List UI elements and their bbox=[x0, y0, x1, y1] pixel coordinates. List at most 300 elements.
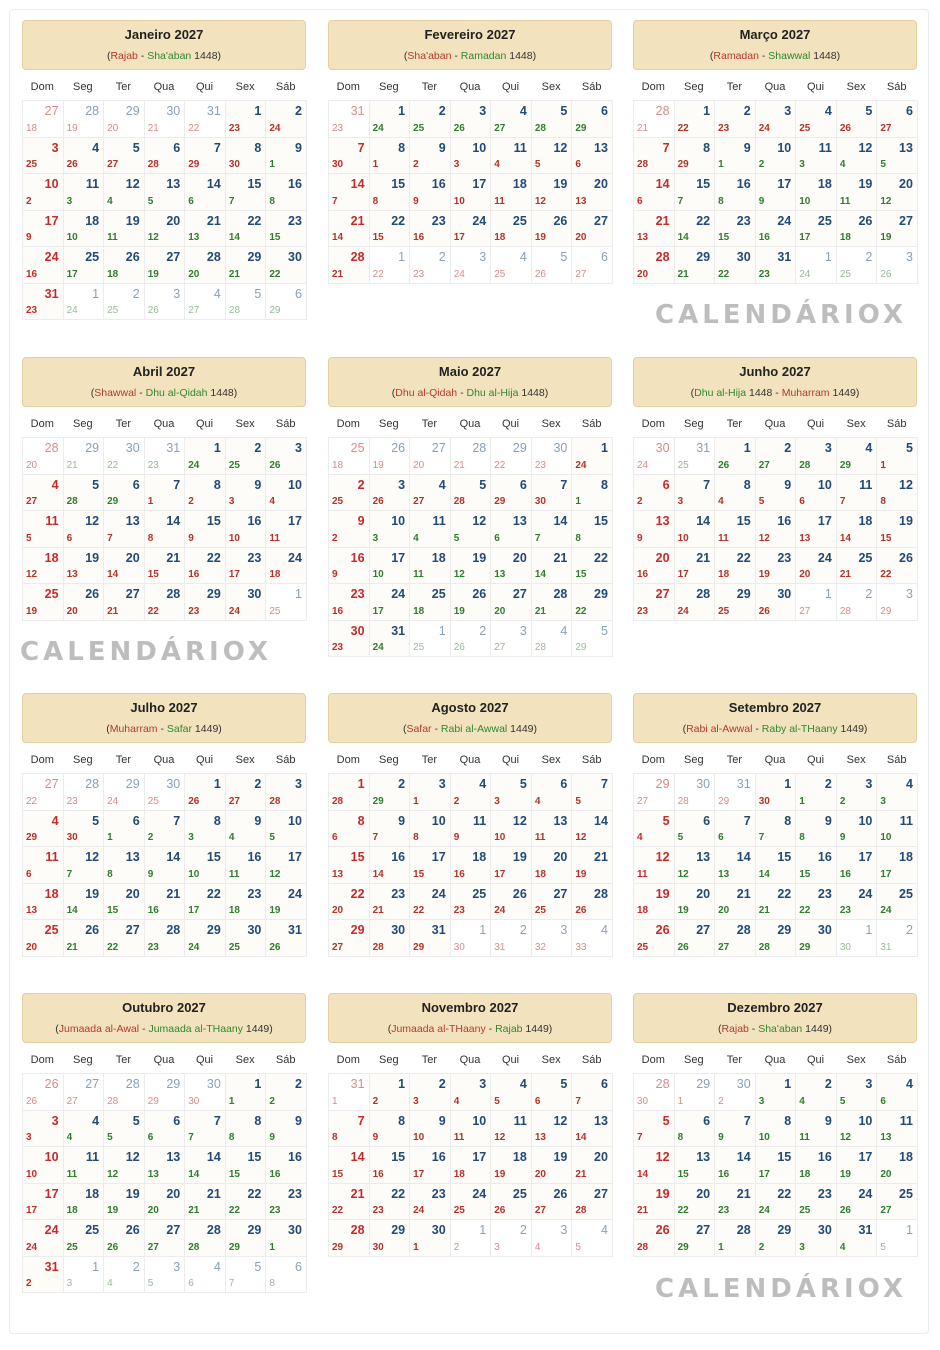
day-cell[interactable] bbox=[328, 883, 370, 921]
day-cell[interactable] bbox=[795, 773, 837, 811]
day-cell[interactable] bbox=[63, 919, 105, 957]
day-cell[interactable] bbox=[103, 437, 145, 475]
day-cell[interactable] bbox=[450, 547, 492, 585]
day-cell[interactable] bbox=[876, 1073, 918, 1111]
day-cell[interactable] bbox=[265, 173, 307, 211]
day-cell[interactable] bbox=[490, 246, 532, 284]
day-cell[interactable] bbox=[714, 810, 756, 848]
day-cell[interactable] bbox=[714, 1110, 756, 1148]
day-cell[interactable] bbox=[265, 1146, 307, 1184]
day-cell[interactable] bbox=[103, 1146, 145, 1184]
day-cell[interactable] bbox=[225, 1256, 267, 1294]
day-cell[interactable] bbox=[571, 1073, 613, 1111]
day-cell[interactable] bbox=[876, 1110, 918, 1148]
day-cell[interactable] bbox=[409, 100, 451, 138]
day-cell[interactable] bbox=[490, 1183, 532, 1221]
day-cell[interactable] bbox=[836, 883, 878, 921]
day-cell[interactable] bbox=[531, 1110, 573, 1148]
day-cell[interactable] bbox=[184, 773, 226, 811]
day-cell[interactable] bbox=[755, 547, 797, 585]
day-cell[interactable] bbox=[571, 810, 613, 848]
day-cell[interactable] bbox=[571, 137, 613, 175]
day-cell[interactable] bbox=[328, 246, 370, 284]
day-cell[interactable] bbox=[876, 173, 918, 211]
day-cell[interactable] bbox=[490, 583, 532, 621]
day-cell[interactable] bbox=[531, 1073, 573, 1111]
day-cell[interactable] bbox=[795, 1146, 837, 1184]
day-cell[interactable] bbox=[876, 437, 918, 475]
day-cell[interactable] bbox=[795, 173, 837, 211]
day-cell[interactable] bbox=[714, 437, 756, 475]
day-cell[interactable] bbox=[531, 100, 573, 138]
day-cell[interactable] bbox=[571, 1146, 613, 1184]
day-cell[interactable] bbox=[755, 137, 797, 175]
day-cell[interactable] bbox=[328, 437, 370, 475]
day-cell[interactable] bbox=[674, 100, 716, 138]
day-cell[interactable] bbox=[225, 210, 267, 248]
day-cell[interactable] bbox=[836, 1073, 878, 1111]
day-cell[interactable] bbox=[144, 246, 186, 284]
day-cell[interactable] bbox=[674, 547, 716, 585]
day-cell[interactable] bbox=[674, 510, 716, 548]
day-cell[interactable] bbox=[328, 919, 370, 957]
day-cell[interactable] bbox=[265, 246, 307, 284]
day-cell[interactable] bbox=[103, 810, 145, 848]
day-cell[interactable] bbox=[531, 210, 573, 248]
day-cell[interactable] bbox=[22, 1183, 64, 1221]
day-cell[interactable] bbox=[103, 919, 145, 957]
day-cell[interactable] bbox=[714, 173, 756, 211]
day-cell[interactable] bbox=[369, 246, 411, 284]
day-cell[interactable] bbox=[795, 810, 837, 848]
day-cell[interactable] bbox=[103, 173, 145, 211]
day-cell[interactable] bbox=[144, 810, 186, 848]
day-cell[interactable] bbox=[531, 510, 573, 548]
day-cell[interactable] bbox=[876, 1146, 918, 1184]
day-cell[interactable] bbox=[184, 210, 226, 248]
day-cell[interactable] bbox=[450, 919, 492, 957]
day-cell[interactable] bbox=[22, 773, 64, 811]
day-cell[interactable] bbox=[490, 620, 532, 658]
day-cell[interactable] bbox=[714, 1073, 756, 1111]
day-cell[interactable] bbox=[63, 547, 105, 585]
day-cell[interactable] bbox=[144, 919, 186, 957]
day-cell[interactable] bbox=[876, 137, 918, 175]
day-cell[interactable] bbox=[836, 773, 878, 811]
day-cell[interactable] bbox=[674, 474, 716, 512]
day-cell[interactable] bbox=[490, 474, 532, 512]
day-cell[interactable] bbox=[265, 1183, 307, 1221]
day-cell[interactable] bbox=[22, 919, 64, 957]
day-cell[interactable] bbox=[714, 919, 756, 957]
day-cell[interactable] bbox=[795, 1073, 837, 1111]
day-cell[interactable] bbox=[225, 919, 267, 957]
day-cell[interactable] bbox=[22, 137, 64, 175]
day-cell[interactable] bbox=[63, 846, 105, 884]
day-cell[interactable] bbox=[328, 1110, 370, 1148]
day-cell[interactable] bbox=[531, 1219, 573, 1257]
day-cell[interactable] bbox=[633, 437, 675, 475]
day-cell[interactable] bbox=[450, 510, 492, 548]
day-cell[interactable] bbox=[571, 1110, 613, 1148]
day-cell[interactable] bbox=[755, 846, 797, 884]
day-cell[interactable] bbox=[265, 283, 307, 321]
day-cell[interactable] bbox=[369, 1110, 411, 1148]
day-cell[interactable] bbox=[714, 210, 756, 248]
day-cell[interactable] bbox=[225, 1146, 267, 1184]
day-cell[interactable] bbox=[571, 583, 613, 621]
day-cell[interactable] bbox=[450, 883, 492, 921]
day-cell[interactable] bbox=[369, 846, 411, 884]
day-cell[interactable] bbox=[225, 810, 267, 848]
day-cell[interactable] bbox=[63, 810, 105, 848]
day-cell[interactable] bbox=[225, 1110, 267, 1148]
day-cell[interactable] bbox=[674, 810, 716, 848]
day-cell[interactable] bbox=[674, 173, 716, 211]
day-cell[interactable] bbox=[755, 1110, 797, 1148]
day-cell[interactable] bbox=[144, 846, 186, 884]
day-cell[interactable] bbox=[369, 773, 411, 811]
day-cell[interactable] bbox=[531, 547, 573, 585]
day-cell[interactable] bbox=[714, 100, 756, 138]
day-cell[interactable] bbox=[714, 773, 756, 811]
day-cell[interactable] bbox=[63, 474, 105, 512]
day-cell[interactable] bbox=[184, 1183, 226, 1221]
day-cell[interactable] bbox=[876, 773, 918, 811]
day-cell[interactable] bbox=[490, 100, 532, 138]
day-cell[interactable] bbox=[103, 210, 145, 248]
day-cell[interactable] bbox=[795, 1219, 837, 1257]
day-cell[interactable] bbox=[409, 1073, 451, 1111]
day-cell[interactable] bbox=[225, 583, 267, 621]
day-cell[interactable] bbox=[490, 773, 532, 811]
day-cell[interactable] bbox=[265, 583, 307, 621]
day-cell[interactable] bbox=[674, 1183, 716, 1221]
day-cell[interactable] bbox=[265, 547, 307, 585]
day-cell[interactable] bbox=[450, 1110, 492, 1148]
day-cell[interactable] bbox=[103, 246, 145, 284]
day-cell[interactable] bbox=[490, 1073, 532, 1111]
day-cell[interactable] bbox=[714, 137, 756, 175]
day-cell[interactable] bbox=[225, 883, 267, 921]
day-cell[interactable] bbox=[490, 510, 532, 548]
day-cell[interactable] bbox=[409, 846, 451, 884]
day-cell[interactable] bbox=[450, 1219, 492, 1257]
day-cell[interactable] bbox=[409, 620, 451, 658]
day-cell[interactable] bbox=[144, 547, 186, 585]
day-cell[interactable] bbox=[22, 810, 64, 848]
day-cell[interactable] bbox=[103, 1256, 145, 1294]
day-cell[interactable] bbox=[674, 846, 716, 884]
day-cell[interactable] bbox=[328, 846, 370, 884]
day-cell[interactable] bbox=[531, 583, 573, 621]
day-cell[interactable] bbox=[836, 173, 878, 211]
day-cell[interactable] bbox=[225, 1183, 267, 1221]
day-cell[interactable] bbox=[795, 883, 837, 921]
day-cell[interactable] bbox=[22, 246, 64, 284]
day-cell[interactable] bbox=[490, 846, 532, 884]
day-cell[interactable] bbox=[328, 100, 370, 138]
day-cell[interactable] bbox=[633, 1146, 675, 1184]
day-cell[interactable] bbox=[369, 883, 411, 921]
day-cell[interactable] bbox=[22, 1219, 64, 1257]
day-cell[interactable] bbox=[63, 1219, 105, 1257]
day-cell[interactable] bbox=[795, 137, 837, 175]
day-cell[interactable] bbox=[265, 810, 307, 848]
day-cell[interactable] bbox=[369, 1183, 411, 1221]
day-cell[interactable] bbox=[571, 773, 613, 811]
day-cell[interactable] bbox=[836, 846, 878, 884]
day-cell[interactable] bbox=[225, 510, 267, 548]
day-cell[interactable] bbox=[571, 919, 613, 957]
day-cell[interactable] bbox=[328, 1183, 370, 1221]
day-cell[interactable] bbox=[876, 210, 918, 248]
day-cell[interactable] bbox=[409, 1110, 451, 1148]
day-cell[interactable] bbox=[265, 773, 307, 811]
day-cell[interactable] bbox=[755, 210, 797, 248]
day-cell[interactable] bbox=[225, 100, 267, 138]
day-cell[interactable] bbox=[409, 583, 451, 621]
day-cell[interactable] bbox=[103, 474, 145, 512]
day-cell[interactable] bbox=[184, 474, 226, 512]
day-cell[interactable] bbox=[714, 1219, 756, 1257]
day-cell[interactable] bbox=[63, 1256, 105, 1294]
day-cell[interactable] bbox=[369, 919, 411, 957]
day-cell[interactable] bbox=[63, 883, 105, 921]
day-cell[interactable] bbox=[450, 620, 492, 658]
day-cell[interactable] bbox=[795, 919, 837, 957]
day-cell[interactable] bbox=[63, 773, 105, 811]
day-cell[interactable] bbox=[63, 137, 105, 175]
day-cell[interactable] bbox=[409, 883, 451, 921]
day-cell[interactable] bbox=[184, 1110, 226, 1148]
day-cell[interactable] bbox=[490, 810, 532, 848]
day-cell[interactable] bbox=[633, 773, 675, 811]
day-cell[interactable] bbox=[144, 437, 186, 475]
day-cell[interactable] bbox=[225, 474, 267, 512]
day-cell[interactable] bbox=[450, 474, 492, 512]
day-cell[interactable] bbox=[225, 437, 267, 475]
day-cell[interactable] bbox=[328, 474, 370, 512]
day-cell[interactable] bbox=[409, 474, 451, 512]
day-cell[interactable] bbox=[571, 210, 613, 248]
day-cell[interactable] bbox=[103, 1073, 145, 1111]
day-cell[interactable] bbox=[674, 1146, 716, 1184]
day-cell[interactable] bbox=[63, 1073, 105, 1111]
day-cell[interactable] bbox=[633, 1110, 675, 1148]
day-cell[interactable] bbox=[22, 583, 64, 621]
day-cell[interactable] bbox=[409, 137, 451, 175]
day-cell[interactable] bbox=[490, 919, 532, 957]
day-cell[interactable] bbox=[328, 1073, 370, 1111]
day-cell[interactable] bbox=[328, 620, 370, 658]
day-cell[interactable] bbox=[531, 810, 573, 848]
day-cell[interactable] bbox=[225, 1219, 267, 1257]
day-cell[interactable] bbox=[755, 883, 797, 921]
day-cell[interactable] bbox=[674, 437, 716, 475]
day-cell[interactable] bbox=[531, 137, 573, 175]
day-cell[interactable] bbox=[22, 883, 64, 921]
day-cell[interactable] bbox=[225, 1073, 267, 1111]
day-cell[interactable] bbox=[22, 1146, 64, 1184]
day-cell[interactable] bbox=[450, 173, 492, 211]
day-cell[interactable] bbox=[63, 283, 105, 321]
day-cell[interactable] bbox=[184, 547, 226, 585]
day-cell[interactable] bbox=[633, 510, 675, 548]
day-cell[interactable] bbox=[144, 583, 186, 621]
day-cell[interactable] bbox=[409, 1146, 451, 1184]
day-cell[interactable] bbox=[265, 510, 307, 548]
day-cell[interactable] bbox=[876, 547, 918, 585]
day-cell[interactable] bbox=[63, 583, 105, 621]
day-cell[interactable] bbox=[633, 919, 675, 957]
day-cell[interactable] bbox=[184, 173, 226, 211]
day-cell[interactable] bbox=[490, 210, 532, 248]
day-cell[interactable] bbox=[755, 1183, 797, 1221]
day-cell[interactable] bbox=[531, 437, 573, 475]
day-cell[interactable] bbox=[450, 137, 492, 175]
day-cell[interactable] bbox=[103, 283, 145, 321]
day-cell[interactable] bbox=[225, 547, 267, 585]
day-cell[interactable] bbox=[22, 1256, 64, 1294]
day-cell[interactable] bbox=[571, 846, 613, 884]
day-cell[interactable] bbox=[144, 773, 186, 811]
day-cell[interactable] bbox=[63, 1183, 105, 1221]
day-cell[interactable] bbox=[409, 773, 451, 811]
day-cell[interactable] bbox=[450, 100, 492, 138]
day-cell[interactable] bbox=[531, 773, 573, 811]
day-cell[interactable] bbox=[714, 246, 756, 284]
day-cell[interactable] bbox=[571, 510, 613, 548]
day-cell[interactable] bbox=[571, 620, 613, 658]
day-cell[interactable] bbox=[633, 100, 675, 138]
day-cell[interactable] bbox=[836, 210, 878, 248]
day-cell[interactable] bbox=[265, 100, 307, 138]
day-cell[interactable] bbox=[22, 437, 64, 475]
day-cell[interactable] bbox=[876, 883, 918, 921]
day-cell[interactable] bbox=[755, 246, 797, 284]
day-cell[interactable] bbox=[571, 547, 613, 585]
day-cell[interactable] bbox=[144, 1073, 186, 1111]
day-cell[interactable] bbox=[876, 583, 918, 621]
day-cell[interactable] bbox=[184, 100, 226, 138]
day-cell[interactable] bbox=[876, 100, 918, 138]
day-cell[interactable] bbox=[674, 883, 716, 921]
day-cell[interactable] bbox=[144, 210, 186, 248]
day-cell[interactable] bbox=[369, 137, 411, 175]
day-cell[interactable] bbox=[633, 583, 675, 621]
day-cell[interactable] bbox=[571, 437, 613, 475]
day-cell[interactable] bbox=[836, 437, 878, 475]
day-cell[interactable] bbox=[714, 547, 756, 585]
day-cell[interactable] bbox=[714, 583, 756, 621]
day-cell[interactable] bbox=[63, 246, 105, 284]
day-cell[interactable] bbox=[450, 1146, 492, 1184]
day-cell[interactable] bbox=[755, 583, 797, 621]
day-cell[interactable] bbox=[674, 1073, 716, 1111]
day-cell[interactable] bbox=[369, 620, 411, 658]
day-cell[interactable] bbox=[836, 246, 878, 284]
day-cell[interactable] bbox=[184, 137, 226, 175]
day-cell[interactable] bbox=[144, 1110, 186, 1148]
day-cell[interactable] bbox=[184, 283, 226, 321]
day-cell[interactable] bbox=[225, 773, 267, 811]
day-cell[interactable] bbox=[755, 1146, 797, 1184]
day-cell[interactable] bbox=[103, 846, 145, 884]
day-cell[interactable] bbox=[409, 437, 451, 475]
day-cell[interactable] bbox=[755, 437, 797, 475]
day-cell[interactable] bbox=[265, 1256, 307, 1294]
day-cell[interactable] bbox=[633, 173, 675, 211]
day-cell[interactable] bbox=[531, 1183, 573, 1221]
day-cell[interactable] bbox=[409, 246, 451, 284]
day-cell[interactable] bbox=[369, 1146, 411, 1184]
day-cell[interactable] bbox=[184, 583, 226, 621]
day-cell[interactable] bbox=[795, 583, 837, 621]
day-cell[interactable] bbox=[144, 510, 186, 548]
day-cell[interactable] bbox=[795, 246, 837, 284]
day-cell[interactable] bbox=[328, 773, 370, 811]
day-cell[interactable] bbox=[795, 547, 837, 585]
day-cell[interactable] bbox=[531, 919, 573, 957]
day-cell[interactable] bbox=[225, 846, 267, 884]
day-cell[interactable] bbox=[144, 173, 186, 211]
day-cell[interactable] bbox=[328, 137, 370, 175]
day-cell[interactable] bbox=[409, 1219, 451, 1257]
day-cell[interactable] bbox=[633, 846, 675, 884]
day-cell[interactable] bbox=[103, 1183, 145, 1221]
day-cell[interactable] bbox=[490, 547, 532, 585]
day-cell[interactable] bbox=[633, 474, 675, 512]
day-cell[interactable] bbox=[63, 1146, 105, 1184]
day-cell[interactable] bbox=[265, 883, 307, 921]
day-cell[interactable] bbox=[369, 474, 411, 512]
day-cell[interactable] bbox=[876, 1219, 918, 1257]
day-cell[interactable] bbox=[265, 919, 307, 957]
day-cell[interactable] bbox=[674, 137, 716, 175]
day-cell[interactable] bbox=[22, 173, 64, 211]
day-cell[interactable] bbox=[450, 246, 492, 284]
day-cell[interactable] bbox=[225, 173, 267, 211]
day-cell[interactable] bbox=[571, 246, 613, 284]
day-cell[interactable] bbox=[144, 1256, 186, 1294]
day-cell[interactable] bbox=[369, 1073, 411, 1111]
day-cell[interactable] bbox=[103, 137, 145, 175]
day-cell[interactable] bbox=[144, 137, 186, 175]
day-cell[interactable] bbox=[836, 810, 878, 848]
day-cell[interactable] bbox=[531, 173, 573, 211]
day-cell[interactable] bbox=[409, 919, 451, 957]
day-cell[interactable] bbox=[103, 583, 145, 621]
day-cell[interactable] bbox=[409, 510, 451, 548]
day-cell[interactable] bbox=[409, 173, 451, 211]
day-cell[interactable] bbox=[571, 1219, 613, 1257]
day-cell[interactable] bbox=[450, 1073, 492, 1111]
day-cell[interactable] bbox=[490, 883, 532, 921]
day-cell[interactable] bbox=[63, 437, 105, 475]
day-cell[interactable] bbox=[22, 210, 64, 248]
day-cell[interactable] bbox=[144, 283, 186, 321]
day-cell[interactable] bbox=[633, 246, 675, 284]
day-cell[interactable] bbox=[674, 583, 716, 621]
day-cell[interactable] bbox=[328, 210, 370, 248]
day-cell[interactable] bbox=[755, 510, 797, 548]
day-cell[interactable] bbox=[571, 883, 613, 921]
day-cell[interactable] bbox=[571, 1183, 613, 1221]
day-cell[interactable] bbox=[22, 547, 64, 585]
day-cell[interactable] bbox=[674, 210, 716, 248]
day-cell[interactable] bbox=[22, 474, 64, 512]
